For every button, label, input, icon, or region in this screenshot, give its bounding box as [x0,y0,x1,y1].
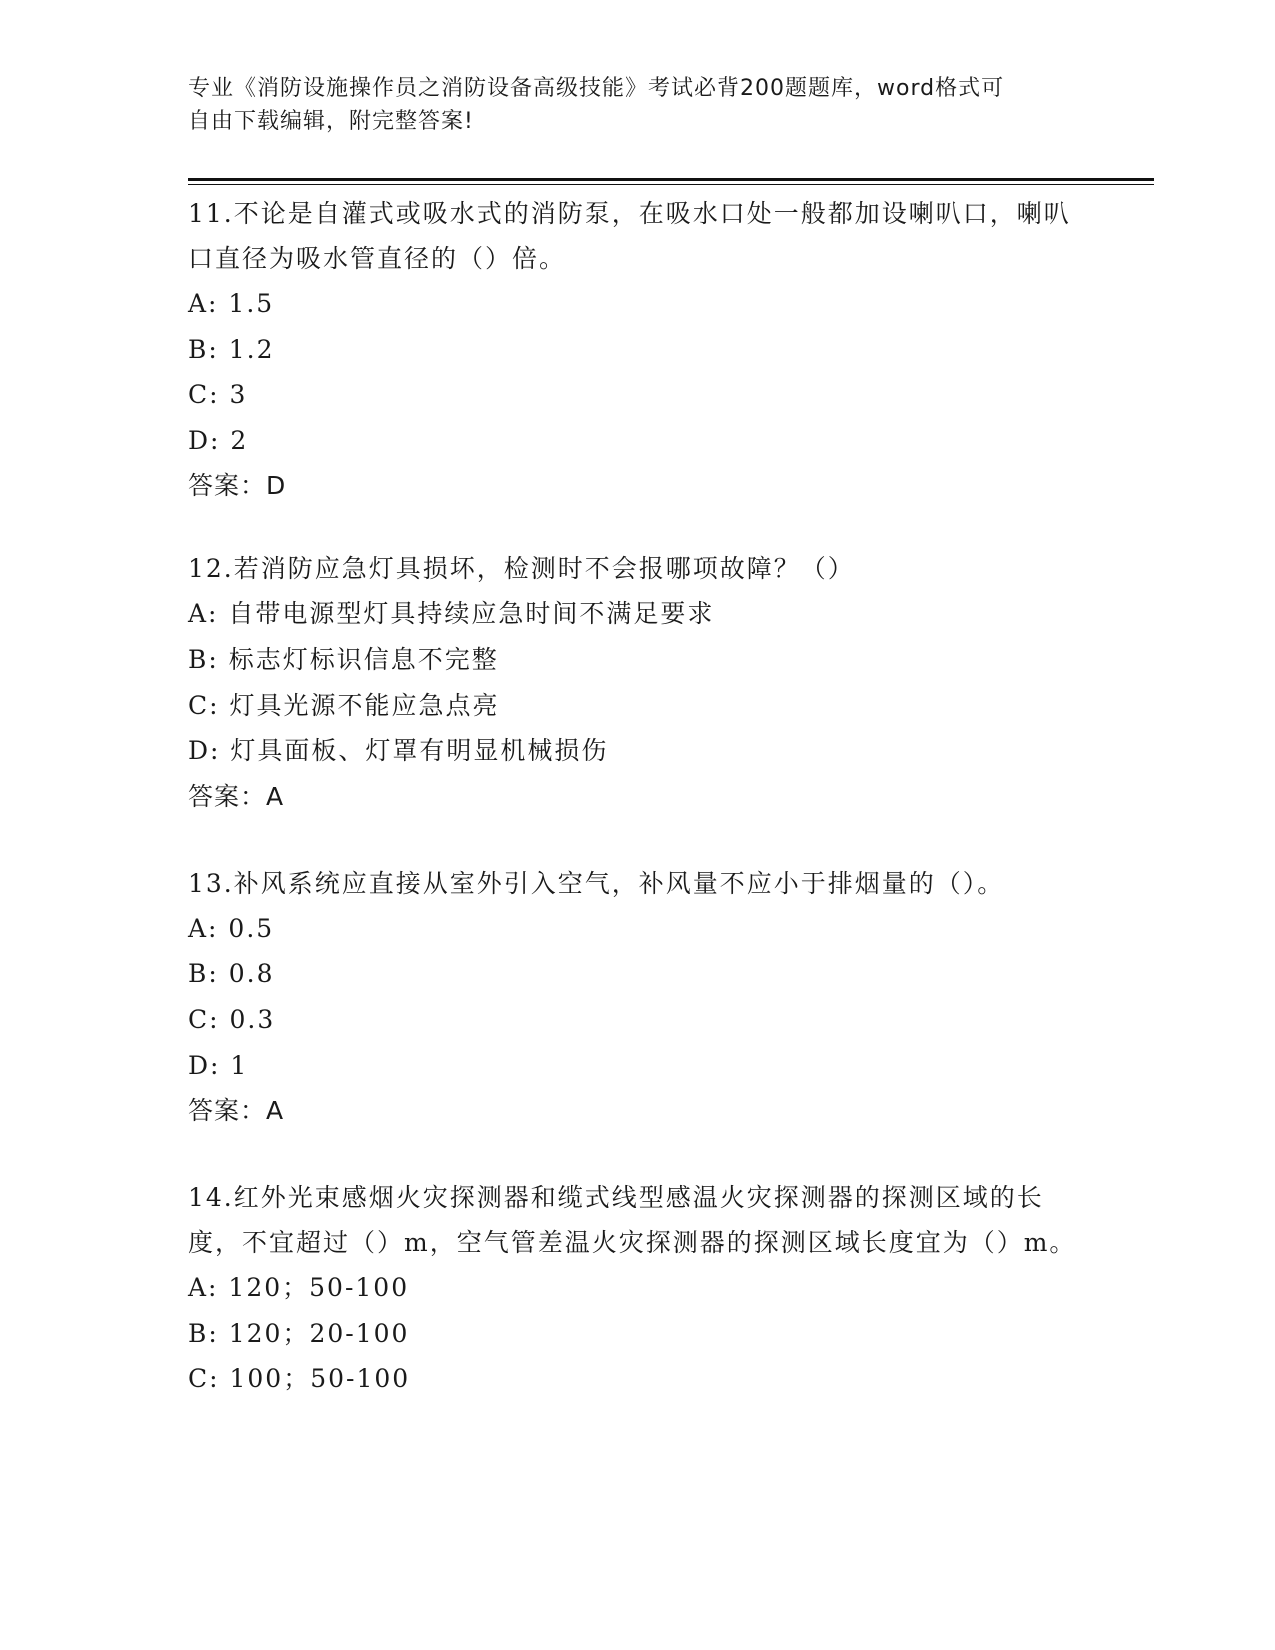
header-divider-thick [188,178,1154,181]
question-text: 14.红外光束感烟火灾探测器和缆式线型感温火灾探测器的探测区域的长度，不宜超过（）m，空气管差温火灾探测器的探测区域长度宜为（）m。 [188,1183,1077,1258]
option-a: A: 自带电源型灯具持续应急时间不满足要求 [188,599,715,629]
question-12 [188,546,1088,818]
option-b: B: 0.8 [188,959,275,989]
question-11 [188,191,1088,508]
header-divider-thin [188,184,1154,185]
option-d: D: 1 [188,1050,249,1080]
question-text: 11.不论是自灌式或吸水式的消防泵，在吸水口处一般都加设喇叭口，喇叭口直径为吸水管直径的（）倍。 [188,199,1071,273]
answer-label: 答案：A [188,1096,285,1126]
question-text: 12.若消防应急灯具损坏，检测时不会报哪项故障？（） [188,554,855,584]
question-list [188,191,1088,1444]
option-a: A: 120；50-100 [188,1273,410,1303]
option-c: C: 灯具光源不能应急点亮 [188,690,500,720]
option-c: C: 3 [188,380,248,410]
header-line-1: 专业《消防设施操作员之消防设备高级技能》考试必背200题题库，word格式可 [188,76,1005,101]
option-c: C: 0.3 [188,1004,276,1034]
question-14 [188,1175,1088,1402]
document-header [188,72,1068,138]
option-a: A: 0.5 [188,913,275,943]
question-text: 13.补风系统应直接从室外引入空气，补风量不应小于排烟量的（）。 [188,868,1005,898]
answer-label: 答案：A [188,781,285,811]
option-b: B: 标志灯标识信息不完整 [188,644,499,674]
option-c: C: 100；50-100 [188,1364,411,1394]
option-b: B: 1.2 [188,334,275,364]
header-line-2: 自由下载编辑，附完整答案! [188,109,474,134]
option-d: D: 2 [188,425,249,455]
option-b: B: 120；20-100 [188,1318,410,1348]
answer-label: 答案：D [188,471,287,501]
question-13 [188,861,1088,1133]
option-d: D: 灯具面板、灯罩有明显机械损伤 [188,736,609,766]
option-a: A: 1.5 [188,289,275,318]
